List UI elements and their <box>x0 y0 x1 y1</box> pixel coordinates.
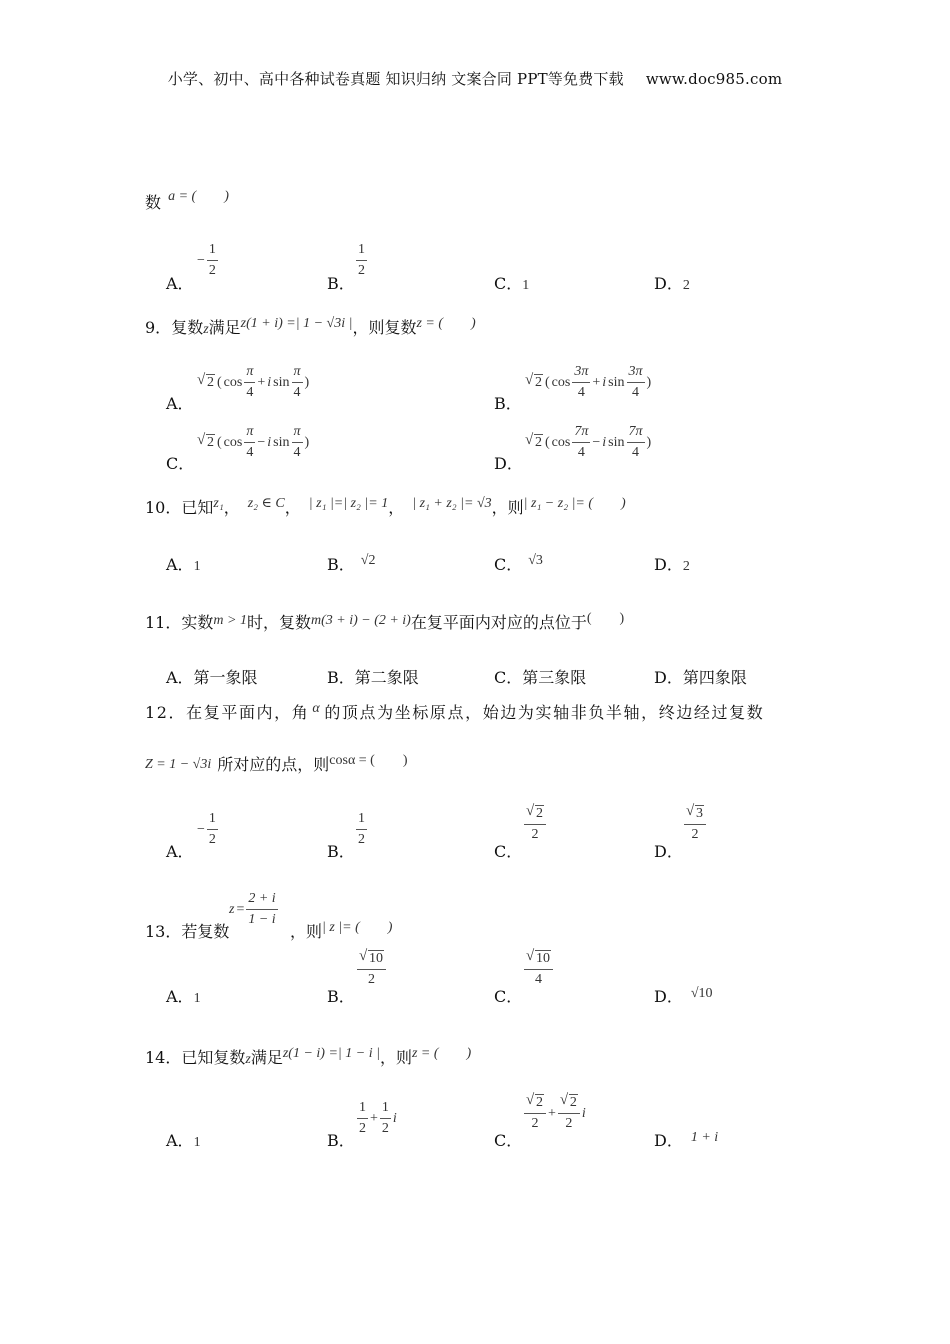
denominator: 2 <box>531 827 539 843</box>
q8-tail <box>145 190 229 213</box>
denominator: 2 <box>358 263 365 279</box>
q14-option-d[interactable] <box>654 1128 718 1151</box>
q8-answer-blank: a = ( ) <box>168 189 229 204</box>
imag-unit: i <box>267 434 272 450</box>
header-title: 小学、初中、高中各种试卷真题 知识归纳 文案合同 PPT等免费下载 <box>167 70 624 88</box>
sin-fn: sin <box>273 434 290 450</box>
q14-stem <box>145 1045 471 1068</box>
minus-sign: − <box>197 252 205 268</box>
imag-unit: i <box>392 1110 397 1126</box>
q11-stem <box>145 610 624 633</box>
q13-stem-num <box>145 919 229 942</box>
question-number: 9． <box>145 318 172 337</box>
denominator: 2 <box>208 832 216 848</box>
option-label: C． <box>494 987 523 1006</box>
q10-condition-sum: | z₁ + z₂ |= √3 <box>412 496 492 511</box>
radicand: 2 <box>207 374 214 390</box>
sqrt <box>197 431 215 451</box>
numerator: 1 <box>207 242 218 261</box>
denominator: 2 <box>531 1116 539 1132</box>
denominator: 4 <box>632 445 639 461</box>
q9-option-a-value <box>197 364 309 401</box>
option-value: 1 + i <box>690 1130 719 1145</box>
option-label: B． <box>327 274 355 293</box>
q14-condition: z(1 − i) =| 1 − i | <box>282 1046 380 1061</box>
sqrt <box>526 803 544 822</box>
denominator: 4 <box>246 445 254 461</box>
numerator: π <box>244 364 255 383</box>
fraction <box>524 948 553 988</box>
q9-option-b[interactable] <box>494 391 522 414</box>
radical-sign: √ <box>197 371 206 388</box>
q12-option-b[interactable] <box>327 839 355 862</box>
numerator: 3π <box>572 364 590 383</box>
q11-option-a[interactable]: A．第一象限 <box>166 668 258 687</box>
numerator: 1 <box>380 1100 391 1119</box>
numerator: 1 <box>207 811 218 830</box>
denominator: 4 <box>577 385 585 401</box>
option-label: D． <box>494 454 523 473</box>
radical-sign: √ <box>525 371 534 388</box>
q14-option-c-value <box>524 1092 586 1132</box>
option-value: 1 <box>193 1135 201 1150</box>
fraction <box>572 364 590 401</box>
minus-sign: − <box>197 821 205 837</box>
paren: ( <box>545 434 550 450</box>
option-label: A． <box>166 555 194 574</box>
stem-text: 已知 <box>181 498 214 517</box>
paren: ( <box>217 374 222 390</box>
radicand: 2 <box>536 806 543 821</box>
option-value: 1 <box>193 559 201 574</box>
fraction <box>684 803 706 843</box>
numerator: 1 <box>357 1100 368 1119</box>
numerator: 7π <box>572 424 590 443</box>
denominator: 2 <box>565 1116 573 1132</box>
stem-text: 满足 <box>208 318 241 337</box>
option-label: D． <box>654 274 683 293</box>
sqrt <box>525 371 543 391</box>
sin-fn: sin <box>608 434 625 450</box>
imag-unit: i <box>602 374 607 390</box>
option-label: B． <box>327 1131 355 1150</box>
fraction <box>244 364 255 401</box>
plus-sign: + <box>548 1105 556 1121</box>
q13-option-c[interactable] <box>494 984 522 1007</box>
q10-option-a[interactable] <box>166 552 201 575</box>
sqrt <box>559 1092 578 1111</box>
radical-sign: √ <box>559 1092 569 1108</box>
denominator: 4 <box>293 445 301 461</box>
imag-unit: i <box>581 1105 586 1121</box>
paren: ) <box>646 434 652 450</box>
option-label: C． <box>494 555 523 574</box>
cos-fn: cos <box>223 434 243 450</box>
radical-sign: √ <box>526 1092 535 1108</box>
q9-stem <box>145 315 476 338</box>
q8-option-b-value <box>356 242 367 279</box>
q11-expression: m(3 + i) − (2 + i) <box>310 613 411 628</box>
radicand: 2 <box>535 434 542 450</box>
denominator: 2 <box>381 1121 389 1137</box>
q12-answer-blank: cosα = ( ) <box>329 753 408 768</box>
minus-sign: − <box>257 434 266 450</box>
option-value: 2 <box>682 559 690 574</box>
plus-sign: + <box>257 374 266 390</box>
stem-text: 实数 <box>181 613 214 632</box>
option-label: B． <box>494 394 522 413</box>
radicand: 2 <box>536 1095 543 1110</box>
q9-option-c[interactable] <box>166 451 194 474</box>
option-label: A． <box>166 842 194 861</box>
cos-fn: cos <box>551 434 571 450</box>
paren: ) <box>304 434 310 450</box>
radicand: 10 <box>369 951 383 966</box>
fraction <box>380 1100 391 1137</box>
option-label: A． <box>166 274 194 293</box>
numerator: π <box>292 364 303 383</box>
paren: ( <box>545 374 550 390</box>
sqrt <box>359 948 384 967</box>
fraction <box>244 424 255 461</box>
question-number: 13． <box>145 922 182 941</box>
q14-option-b-value <box>357 1100 397 1137</box>
numerator: π <box>244 424 255 443</box>
fraction <box>524 1092 546 1132</box>
stem-text: ，则 <box>379 1048 412 1067</box>
q10-var-z1: z₁ <box>213 496 224 511</box>
fraction <box>207 811 218 848</box>
equals-sign: = <box>236 901 245 917</box>
q9-option-c-value <box>197 424 309 461</box>
radicand: 2 <box>535 374 542 390</box>
stem-text: 复数 <box>171 318 204 337</box>
q10-condition-set: z₂ ∈ C <box>247 496 285 511</box>
denominator: 1 − i <box>248 912 276 928</box>
fraction <box>357 948 386 988</box>
sqrt <box>526 948 551 967</box>
numerator: 2 + i <box>246 891 277 910</box>
option-value: √10 <box>690 986 713 1001</box>
option-label: A． <box>166 394 194 413</box>
stem-text: ， <box>388 498 405 517</box>
header-site[interactable]: www.doc985.com <box>645 70 783 88</box>
radical-sign: √ <box>525 431 534 448</box>
radical-sign: √ <box>526 948 535 964</box>
stem-text: ，则 <box>290 922 323 941</box>
q10-option-d[interactable] <box>654 552 690 575</box>
plus-sign: + <box>592 374 601 390</box>
q14-option-c[interactable] <box>494 1128 522 1151</box>
stem-text: 所对应的点，则 <box>217 755 330 774</box>
option-label: C． <box>494 842 523 861</box>
fraction <box>207 242 218 279</box>
q9-answer-blank: z = ( ) <box>416 316 476 331</box>
option-label: C． <box>494 274 523 293</box>
sqrt <box>525 431 543 451</box>
fraction <box>357 1100 368 1137</box>
q11-condition: m > 1 <box>213 613 247 628</box>
fraction <box>246 891 277 928</box>
q10-stem <box>145 495 626 518</box>
q8-option-b[interactable] <box>327 271 355 294</box>
minus-sign: − <box>592 434 601 450</box>
numerator: 7π <box>627 424 645 443</box>
q8-option-c[interactable] <box>494 271 529 294</box>
q10-answer-blank: | z₁ − z₂ |= ( ) <box>523 496 626 511</box>
stem-text: ，则复数 <box>352 318 417 337</box>
question-number: 10． <box>145 498 182 517</box>
stem-text: ，则 <box>491 498 524 517</box>
question-number: 14． <box>145 1048 182 1067</box>
q8-option-a[interactable] <box>166 271 194 294</box>
denominator: 4 <box>246 385 254 401</box>
option-label: C． <box>494 1131 523 1150</box>
denominator: 4 <box>632 385 639 401</box>
stem-text: 的顶点为坐标原点，始边为实轴非负半轴，终边经过复数 <box>324 703 765 722</box>
stem-text: ， <box>284 498 301 517</box>
stem-text: ， <box>223 498 240 517</box>
cos-fn: cos <box>551 374 571 390</box>
q11-option-d[interactable]: D．第四象限 <box>654 668 747 687</box>
radicand: 3 <box>696 806 703 821</box>
q13-answer-blank: | z |= ( ) <box>322 920 393 935</box>
option-value: 1 <box>522 278 530 293</box>
stem-text: 已知复数 <box>181 1048 246 1067</box>
q11-option-b[interactable]: B．第二象限 <box>327 668 419 687</box>
option-label: C． <box>166 454 195 473</box>
option-label: A． <box>166 987 194 1006</box>
q10-condition-modulus: | z₁ |=| z₂ |= 1 <box>308 496 389 511</box>
option-label: D． <box>654 555 683 574</box>
radicand: 10 <box>536 951 550 966</box>
option-label: B． <box>327 987 355 1006</box>
stem-text: 时，复数 <box>246 613 311 632</box>
q12-option-d-value <box>684 803 706 843</box>
stem-text: 满足 <box>250 1048 283 1067</box>
q9-option-a[interactable] <box>166 391 194 414</box>
q11-option-c[interactable]: C．第三象限 <box>494 668 587 687</box>
q12-option-a[interactable] <box>166 839 194 862</box>
q13-option-b[interactable] <box>327 984 355 1007</box>
stem-text: 在复平面内对应的点位于 <box>410 613 587 632</box>
denominator: 4 <box>577 445 585 461</box>
option-value: 2 <box>682 278 690 293</box>
denominator: 2 <box>358 832 365 848</box>
option-label: B． <box>327 842 355 861</box>
imag-unit: i <box>267 374 272 390</box>
denominator: 2 <box>368 972 375 988</box>
denominator: 4 <box>293 385 301 401</box>
numerator: 3π <box>627 364 645 383</box>
numerator: 1 <box>356 242 367 261</box>
radical-sign: √ <box>359 948 368 964</box>
q13-stem-tail <box>290 919 392 942</box>
stem-text: 12．在复平面内，角 <box>145 703 310 722</box>
option-value: √2 <box>360 553 376 568</box>
q8-option-d[interactable] <box>654 271 690 294</box>
denominator: 2 <box>359 1121 366 1137</box>
sin-fn: sin <box>273 374 290 390</box>
q12-option-a-value <box>197 811 218 848</box>
q14-option-a[interactable] <box>166 1128 201 1151</box>
q14-answer-blank: z = ( ) <box>411 1046 472 1061</box>
denominator: 2 <box>208 263 216 279</box>
cos-fn: cos <box>223 374 243 390</box>
paren: ) <box>646 374 652 390</box>
denominator: 4 <box>535 972 542 988</box>
fraction <box>292 424 303 461</box>
q13-option-c-value <box>524 948 553 988</box>
q12-complex-z: Z = 1 − √3i <box>145 757 212 772</box>
radicand: 2 <box>569 1095 577 1110</box>
q14-option-b[interactable] <box>327 1128 355 1151</box>
option-label: D． <box>654 987 683 1006</box>
numerator: 1 <box>356 811 367 830</box>
q13-option-b-value <box>357 948 386 988</box>
q11-answer-blank: ( ) <box>586 611 625 626</box>
sin-fn: sin <box>608 374 625 390</box>
q13-option-a[interactable] <box>166 984 201 1007</box>
fraction <box>627 364 645 401</box>
option-value: 1 <box>193 991 201 1006</box>
q12-option-c[interactable] <box>494 839 522 862</box>
q10-option-c[interactable] <box>494 552 543 575</box>
q12-option-b-value <box>356 811 367 848</box>
q12-option-c-value <box>524 803 546 843</box>
q9-option-d-value <box>525 424 651 461</box>
fraction <box>572 424 590 461</box>
paren: ) <box>304 374 310 390</box>
q8-option-a-value <box>197 242 218 279</box>
fraction <box>292 364 303 401</box>
fraction <box>524 803 546 843</box>
q12-angle-alpha: α <box>312 701 322 716</box>
imag-unit: i <box>602 434 607 450</box>
q12-stem-line1 <box>145 700 764 723</box>
radicand: 2 <box>207 434 214 450</box>
q8-tail-text: 数 <box>145 193 162 212</box>
fraction <box>558 1092 580 1132</box>
option-label: D． <box>654 1131 683 1150</box>
q9-option-d[interactable] <box>494 451 523 474</box>
q13-option-d[interactable] <box>654 984 713 1007</box>
q9-option-b-value <box>525 364 651 401</box>
denominator: 2 <box>691 827 699 843</box>
var-z: z <box>229 901 235 917</box>
option-value: √3 <box>528 553 543 568</box>
var-z: z <box>203 322 209 337</box>
radical-sign: √ <box>197 431 206 448</box>
option-label: A． <box>166 1131 194 1150</box>
q10-option-b[interactable] <box>327 552 375 575</box>
plus-sign: + <box>370 1110 378 1126</box>
radical-sign: √ <box>686 803 695 819</box>
numerator: π <box>292 424 303 443</box>
q12-stem-line2 <box>145 752 408 775</box>
var-z: z <box>245 1052 251 1067</box>
page-header <box>0 68 950 89</box>
sqrt <box>197 371 215 391</box>
fraction <box>356 242 367 279</box>
fraction <box>627 424 645 461</box>
fraction <box>356 811 367 848</box>
paren: ( <box>217 434 222 450</box>
q9-condition: z(1 + i) =| 1 − √3i | <box>240 316 353 331</box>
q13-z-definition <box>229 891 278 928</box>
question-number: 11． <box>145 613 182 632</box>
option-label: B． <box>327 555 355 574</box>
q12-option-d[interactable] <box>654 839 683 862</box>
sqrt <box>686 803 704 822</box>
stem-text: 若复数 <box>181 922 230 941</box>
option-label: D． <box>654 842 683 861</box>
radical-sign: √ <box>526 803 535 819</box>
sqrt <box>526 1092 544 1111</box>
